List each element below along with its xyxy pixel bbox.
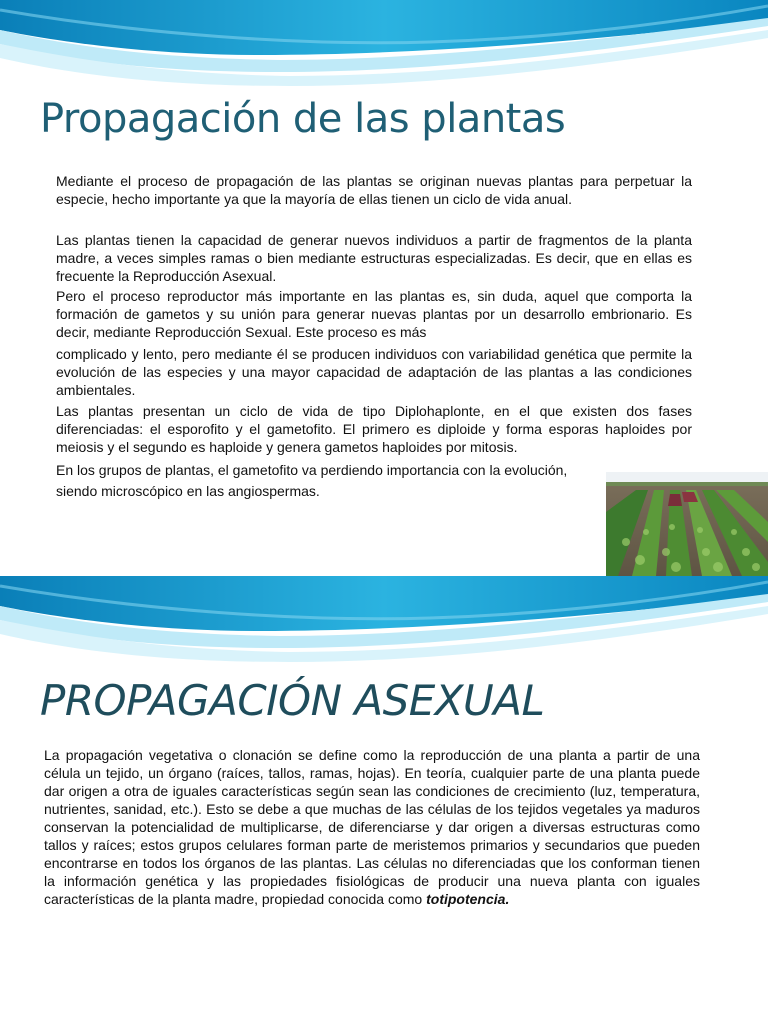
paragraph: siendo microscópico en las angiospermas. [56,483,320,499]
paragraph: Mediante el proceso de propagación de las plantas se originan nuevas plantas para perpetuar la especie, hecho importante ya que la mayoría de ellas tienen un ciclo de vida anual. [56,173,692,207]
slide-title: PROPAGACIÓN ASEXUAL [40,676,545,725]
paragraph: Las plantas tienen la capacidad de generar nuevos individuos a partir de fragmentos de la planta madre, a veces simples ramas o bien mediante estructuras especializadas. Es decir, que en ellas es frecuente la Reproducción Asexual. [56,232,692,284]
paragraph: En los grupos de plantas, el gametofito va perdiendo importancia con la evolución, [56,462,568,478]
lettuce-field-photo [606,472,768,576]
wave-banner [0,0,768,90]
slide-2 [0,576,768,1024]
paragraph: Pero el proceso reproductor más importante en las plantas es, sin duda, aquel que comporta la formación de gametos y su unión para generar nuevas plantas por un desarrollo embrionario. Es decir, mediante Reproducción Sexual. Este proceso es más [56,288,692,340]
emphasis-term: totipotencia. [426,891,510,907]
paragraph: Las plantas presentan un ciclo de vida de tipo Diplohaplonte, en el que existen dos fases diferenciadas: el esporofito y el gametofito. El primero es diploide y forma esporas haploides por meiosis y el segundo es haploide y genera gametos haploides por mitosis. [56,403,692,455]
wave-banner [0,576,768,666]
paragraph: complicado y lento, pero mediante él se producen individuos con variabilidad genética que permite la evolución de las especies y una mayor capacidad de adaptación de las plantas a las condiciones ambientales. [56,346,692,398]
body-text: La propagación vegetativa o clonación se define como la reproducción de una planta a partir de una célula un tejido, un órgano (raíces, tallos, ramas, hojas). En teoría, cualquier parte de una planta puede dar origen a otra de iguales características según sean las condiciones de crecimiento (luz, temperatura, nutrientes, sanidad, etc.). Esto se debe a que muchas de las células de los tejidos vegetales ya maduros conservan la potencialidad de multiplicarse, de diferenciarse y dar origen a diversas estructuras como tallos y raíces; estos grupos celulares forman parte de meristemos primarios y secundarios que pueden encontrarse en todos los órganos de las plantas. Las células no diferenciadas que los conforman tienen la información genética y las propiedades fisiológicas de producir una nueva planta con iguales características de la planta madre, propiedad conocida como [44,747,700,907]
slide-title: Propagación de las plantas [40,96,566,142]
body-paragraph [44,746,700,908]
